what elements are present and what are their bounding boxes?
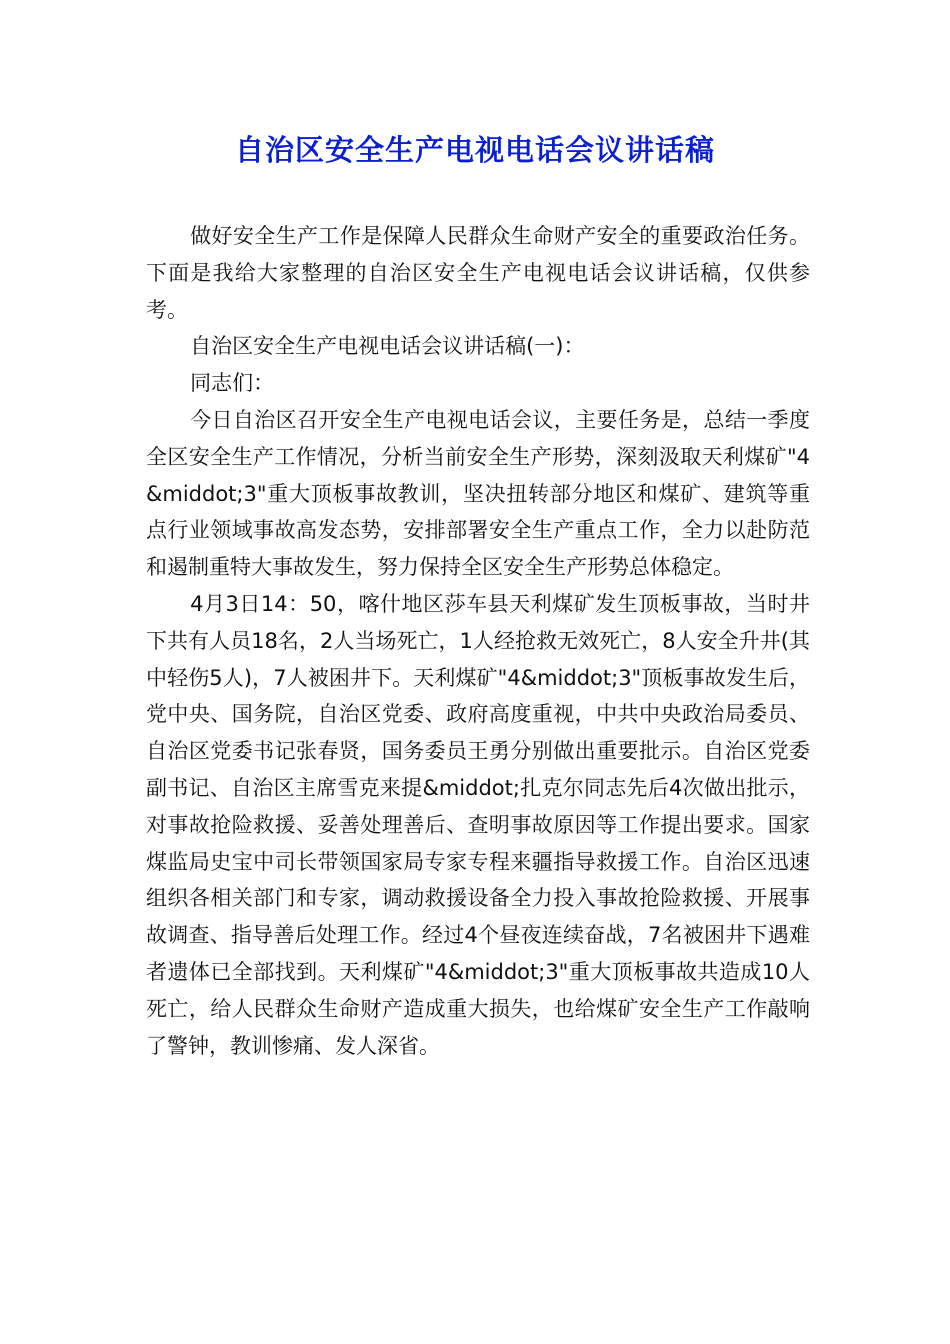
paragraph-intro: 做好安全生产工作是保障人民群众生命财产安全的重要政治任务。下面是我给大家整理的自治区安全生产电视电话会议讲话稿，仅供参考。 (146, 224, 810, 322)
document-body (146, 218, 810, 1064)
document-title: 自治区安全生产电视电话会议讲话稿 (234, 133, 715, 167)
paragraph-meeting-purpose: 今日自治区召开安全生产电视电话会议，主要任务是，总结一季度全区安全生产工作情况，分析当前安全生产形势，深刻汲取天利煤矿"4&middot;3"重大顶板事故教训，坚决扭转部分地区和煤矿、建筑等重点行业领域事故高发态势，安排部署安全生产重点工作，全力以赴防范和遏制重特大事故发生，努力保持全区安全生产形势总体稳定。 (146, 407, 810, 580)
paragraph-speech-heading: 自治区安全生产电视电话会议讲话稿(一)： (190, 334, 585, 359)
paragraph-accident-account: 4月3日14：50，喀什地区莎车县天利煤矿发生顶板事故，当时井下共有人员18名，2人当场死亡，1人经抢救无效死亡，8人安全升井(其中轻伤5人)，7人被困井下。天利煤矿"4&middot;3"顶板事故发生后，党中央、国务院，自治区党委、政府高度重视，中共中央政治局委员、自治区党委书记张春贤，国务委员王勇分别做出重要批示。自治区党委副书记、自治区主席雪克来提&middot;扎克尔同志先后4次做出批示，对事故抢险救援、妥善处理善后、查明事故原因等工作提出要求。国家煤监局史宝中司长带领国家局专家专程来疆指导救援工作。自治区迅速组织各相关部门和专家，调动救援设备全力投入事故抢险救援、开展事故调查、指导善后处理工作。经过4个昼夜连续奋战，7名被困井下遇难者遗体已全部找到。天利煤矿"4&middot;3"重大顶板事故共造成10人死亡，给人民群众生命财产造成重大损失，也给煤矿安全生产工作敲响了警钟，教训惨痛、发人深省。 (146, 591, 810, 1058)
paragraph-salutation: 同志们： (190, 371, 275, 396)
